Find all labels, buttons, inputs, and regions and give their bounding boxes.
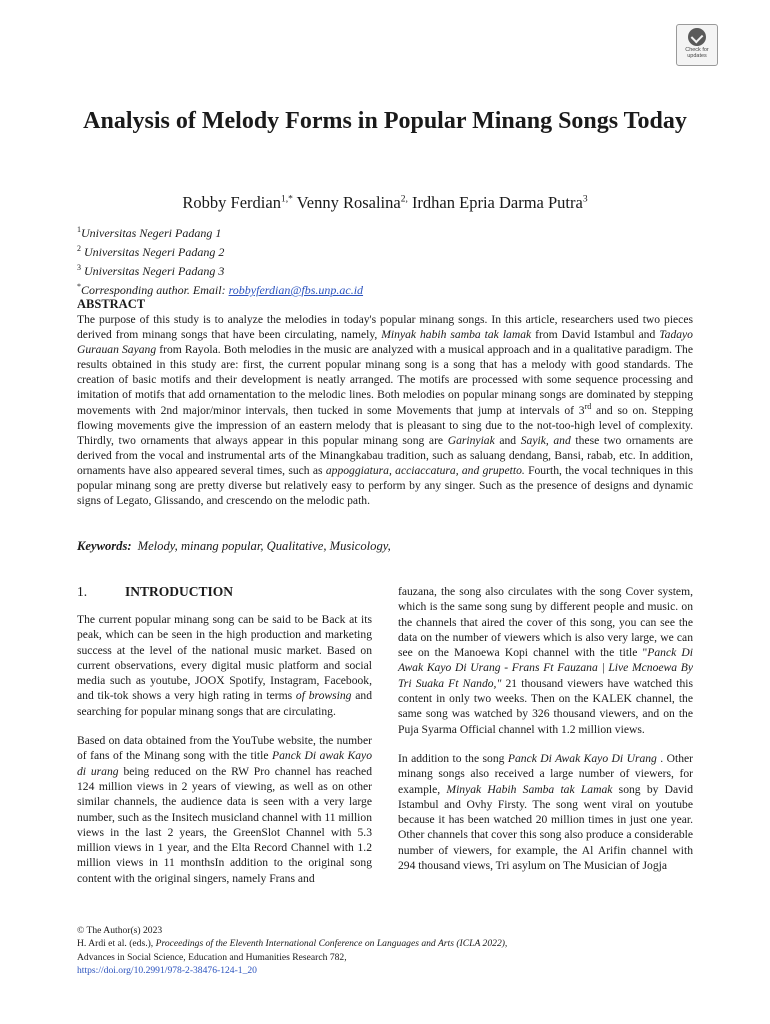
text-run: . Other minang songs also received a large number of viewers, for example, (398, 751, 693, 796)
text-run: and (494, 433, 521, 447)
affiliation-sup: 2 (77, 244, 81, 253)
superscript: rd (584, 401, 592, 411)
author-name: Robby Ferdian (182, 193, 281, 212)
text-run: from Rayola. Both melodies in the music are analyzed with a musical approach and in a qualitative paradigm. The results obtained in this study are: first, the current popular minang song is a song that has a melody with good standards. The creation of basic motifs and their development is neatly arranged. The motifs are processed with some sequence processing and imitation of motifs that add ornamentation to the melodic lines. Both melodies on popular minang songs are dominated by stepping movements with 2nd major/minor intervals, then tucked in some Movements that jump at intervals of 3 (77, 343, 693, 417)
footer (77, 924, 507, 978)
section-title: INTRODUCTION (125, 584, 234, 599)
paper-title: Analysis of Melody Forms in Popular Minang Songs Today (83, 108, 687, 134)
author-sup: 1,* (280, 194, 293, 205)
author-name: Venny Rosalina (296, 193, 401, 212)
check-mark-icon (688, 28, 706, 46)
corresponding-sup: * (77, 282, 81, 291)
italic-text: appoggiatura, acciaccatura, and grupetto. (325, 463, 525, 477)
author-name: Irdhan Epria Darma Putra (411, 193, 583, 212)
corresponding-label: Corresponding author. Email: (81, 283, 229, 297)
text-run: The purpose of this study is to analyze the melodies in today's popular minang songs. In this article, researchers used two pieces derived from minang songs that have been circulating, namely, (77, 313, 693, 342)
section-heading (77, 584, 233, 600)
text-run: these two ornaments are derived from the vocal and instrumental arts of the Minangkabau tradition, such as saluang dendang, Bansi, rabab, etc. In addition, ornaments have also appeared several times, such as (77, 433, 693, 477)
author-list (60, 193, 710, 213)
check-for-updates-badge[interactable] (676, 24, 718, 66)
section-number: 1. (77, 584, 88, 599)
right-column (398, 584, 693, 887)
affiliation-text: Universitas Negeri Padang 3 (84, 264, 225, 278)
corresponding-author (77, 279, 363, 298)
italic-text: Tadayo Gurauan Sayang (77, 328, 693, 357)
italic-text: Minyak habih samba tak lamak (381, 328, 532, 342)
text-run: The current popular minang song can be said to be Back at its peak, which can be seen in the high production and marketing success at the level of the national music market. Based on current observations, every digital music platform and social media such as youtube, JOOX Spotify, Instagram, Facebook, and tik-tok shows a very high rating in terms (77, 613, 372, 703)
keywords-label: Keywords: (77, 539, 132, 553)
affiliation-sup: 1 (77, 225, 81, 234)
paragraph (398, 584, 693, 737)
doi-link[interactable]: https://doi.org/10.2991/978-2-38476-124-1_20 (77, 965, 257, 977)
keywords (77, 539, 391, 554)
author-sup: 2, (400, 194, 408, 205)
affiliation-sup: 3 (77, 263, 81, 272)
email-link[interactable]: robbyferdian@fbs.unp.ac.id (228, 283, 364, 297)
citation (77, 937, 507, 950)
italic-text: Garinyiak (447, 433, 495, 447)
keywords-text: Melody, minang popular, Qualitative, Musicology, (137, 539, 391, 553)
paragraph (77, 612, 372, 719)
affiliations (77, 222, 363, 298)
text-run: and searching for popular minang songs that are circulating. (77, 689, 372, 718)
text-run: being reduced on the RW Pro channel has reached 124 million views in 2 years of viewing, as well as on other similar channels, the audience data is seen with a very large number, such as the Insitech musicland channel with 11 million views in the last 2 years, the GreenSlot Channel with 5.3 million views in 1 year, and the Elta Record Channel with 1.2 million views in 11 monthsIn addition to the original song content with the original singers, namely Frans and (77, 764, 372, 885)
text-run: Fourth, the vocal techniques in this popular minang song are pretty diverse but relatively easy to perform by any singer. Such as the presence of designs and dynamic signs of Legato, Glissando, and crescendo on the melodic path. (77, 463, 693, 508)
affiliation (77, 260, 363, 279)
paragraph (77, 733, 372, 886)
copyright: © The Author(s) 2023 (77, 925, 163, 936)
text-run: and so on. Stepping flowing movements give the impression of an eastern melody that is pleasant to sing due to the not-too-high level of complexity. Thirdly, two ornaments that always appear in this popular minang song are (77, 403, 694, 447)
text-run: In addition to the song (398, 751, 508, 765)
abstract-heading: ABSTRACT (77, 297, 146, 311)
italic-text: of browsing (295, 689, 352, 703)
badge-line-1: Check for (685, 47, 709, 53)
text-run: 21 thousand viewers have watched this content in only two weeks. Then on the KALEK channel, the same song was watched by 326 thousand viewers, and on the Puja Syarma Official channel with 1.2 million views. (398, 676, 694, 736)
affiliation-text: Universitas Negeri Padang 1 (81, 226, 222, 240)
affiliation (77, 241, 363, 260)
italic-text: Panck Di awak Kayo di urang (77, 749, 373, 778)
proceedings-title: Proceedings of the Eleventh International Conference on Languages and Arts (ICLA 2022), (155, 938, 508, 950)
editors: H. Ardi et al. (eds.), (77, 938, 156, 950)
italic-text: Minyak Habih Samba tak Lamak (446, 782, 613, 796)
text-run: Based on data obtained from the YouTube website, the number of fans of the Minang song with the title (77, 734, 372, 763)
text-run: fauzana, the song also circulates with the song Cover system, which is the same song sung by different people and music. on the channels that aired the cover of this song, you can see the data on the number of viewers which is also very large, we can see on the Manoewa Kopi channel with the title " (398, 585, 693, 660)
left-column (77, 612, 372, 900)
italic-text: Sayik, and (520, 433, 571, 447)
badge-line-2: updates (687, 53, 707, 59)
text-run: song by David Istambul and Ovhy Firsty. The song went viral on youtube because it has been watched 20 million times in just one year. Other channels that cover this song also produce a considerable number of viewers, for example, the Al Arifin channel with 294 thousand views, Tri asylum on The Musician of Jogja (398, 782, 693, 873)
abstract-body (77, 312, 693, 508)
italic-text: Panck Di Awak Kayo Di Urang - Frans Ft Fauzana | Live Mcnoewa By Tri Suaka Ft Nando," (398, 646, 693, 690)
affiliation-text: Universitas Negeri Padang 2 (84, 245, 225, 259)
affiliation (77, 222, 363, 241)
series: Advances in Social Science, Education and Humanities Research 782, (77, 951, 347, 963)
text-run: from David Istambul and (531, 328, 660, 342)
author-sup: 3 (582, 194, 588, 205)
paragraph (398, 751, 693, 873)
italic-text: Panck Di Awak Kayo Di Urang (507, 751, 657, 765)
